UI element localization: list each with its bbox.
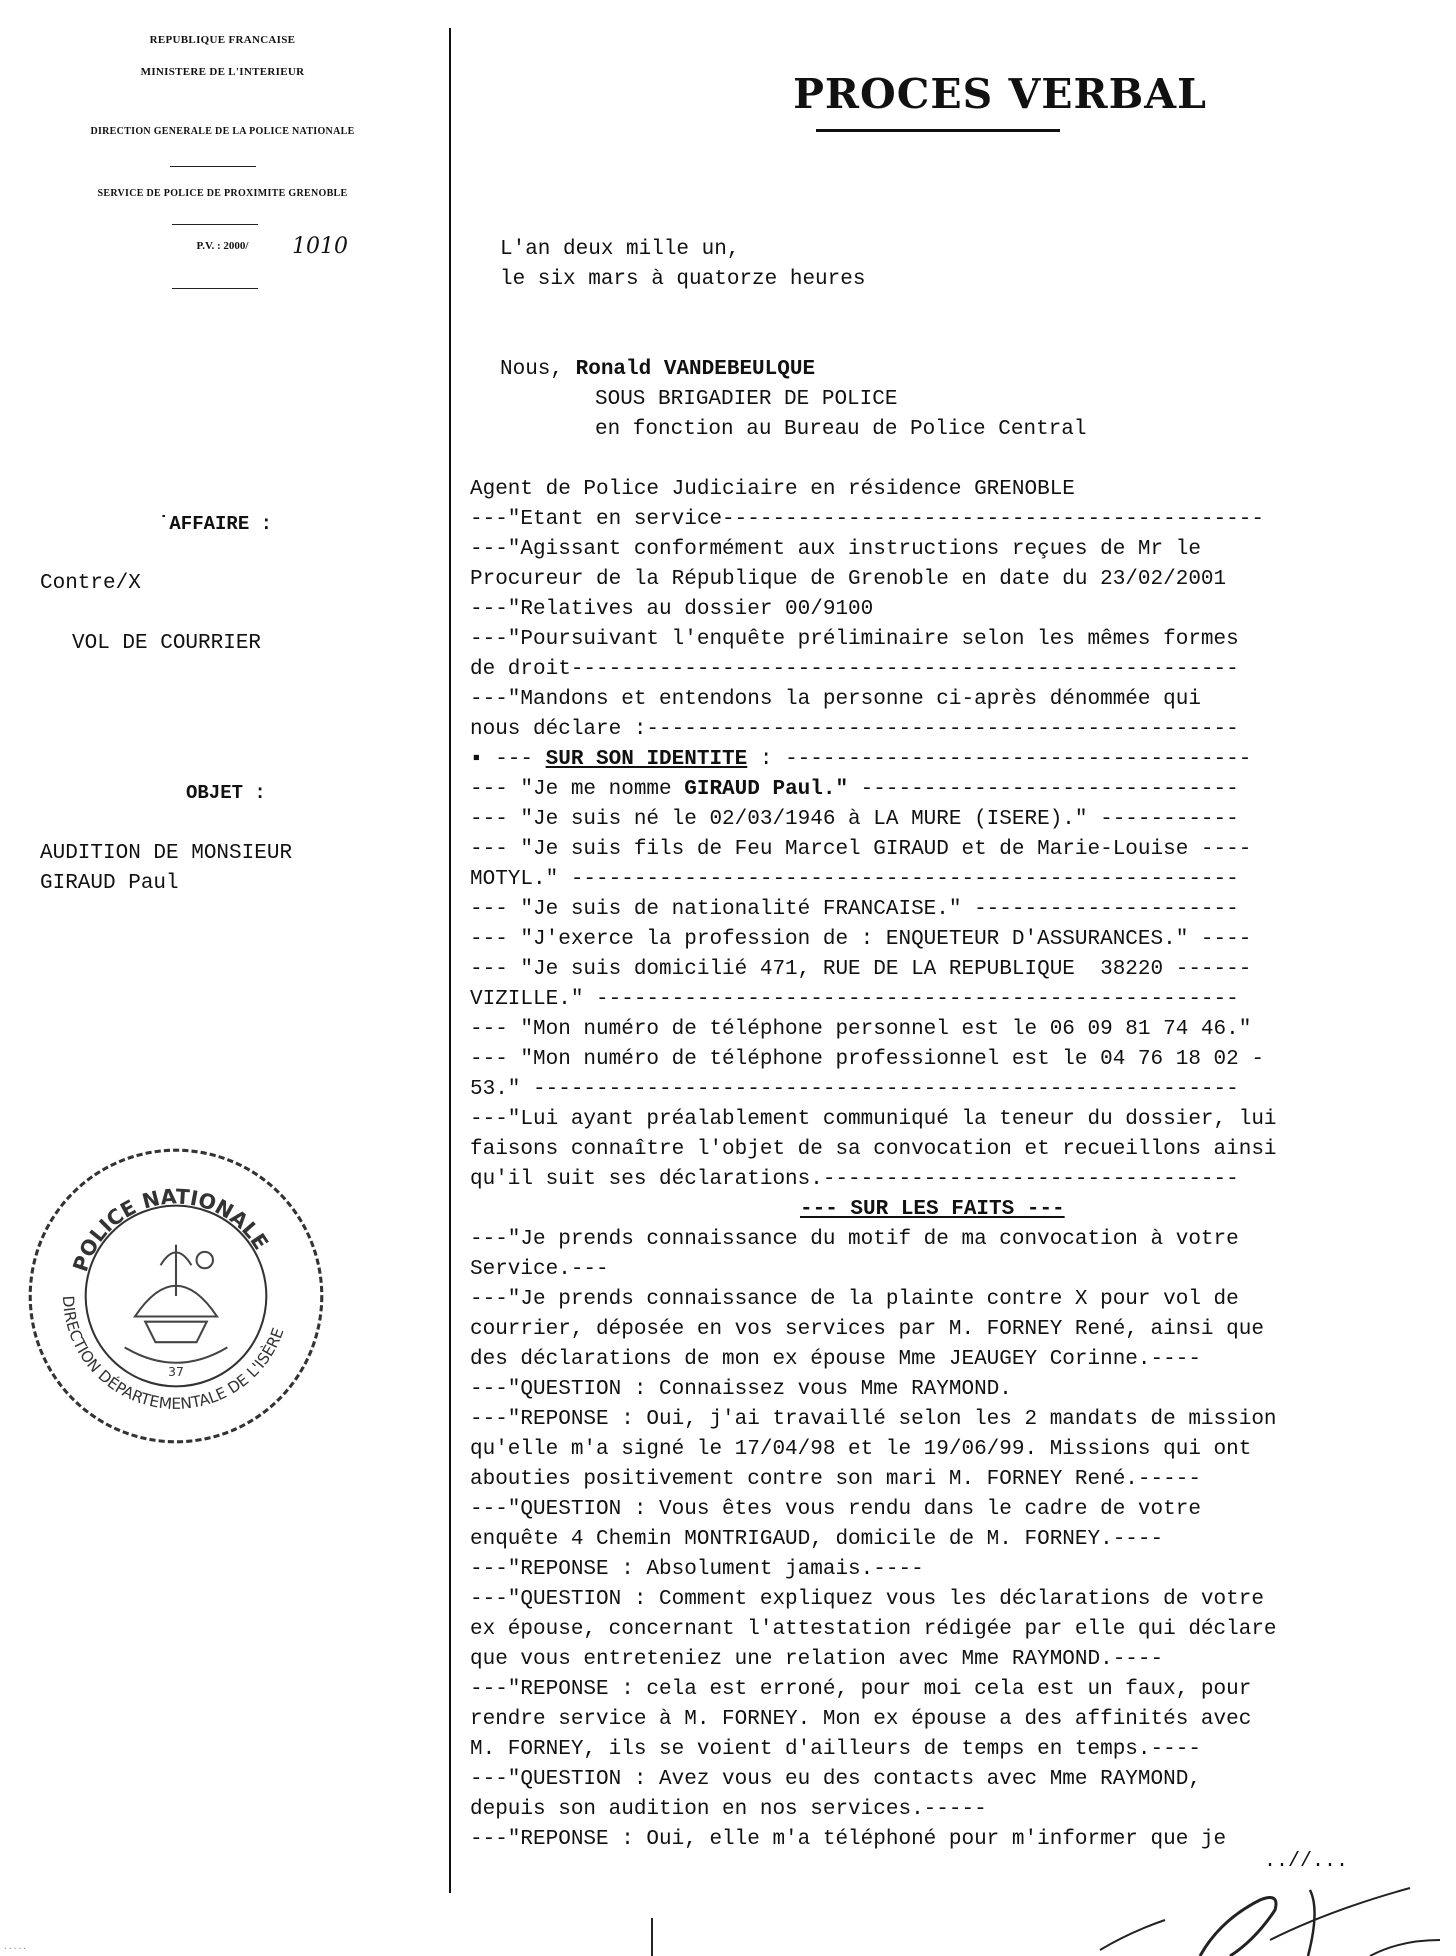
text-line: rendre service à M. FORNEY. Mon ex épouse a des affinités avec [470,1708,1252,1731]
text-line: enquête 4 Chemin MONTRIGAUD, domicile de M. FORNEY.---- [470,1528,1164,1551]
police-stamp [22,1142,330,1450]
text-line: qu'il suit ses déclarations.--------------------------------- [470,1168,1239,1191]
affaire-label: ˙AFFAIRE : [158,513,273,535]
nous-label: Nous, [500,358,576,381]
objet-line-2: GIRAUD Paul [40,872,179,895]
left-column [0,0,445,1956]
date-line-2: le six mars à quatorze heures [500,268,866,291]
text-line: ---"QUESTION : Comment expliquez vous les déclarations de votre [470,1588,1264,1611]
text-line: --- "Mon numéro de téléphone personnel est le 06 09 81 74 46." [470,1018,1252,1041]
objet-label: OBJET : [186,782,266,804]
text-line: nous déclare :----------------------------------------------- [470,718,1239,741]
pv-ref-label: P.V. : 2000/ [196,240,249,252]
continued-marker: ..//... [1264,1850,1349,1873]
officer-line [500,358,815,381]
title-underline [816,129,1060,132]
text-line: ---"Je prends connaissance du motif de ma convocation à votre [470,1228,1239,1251]
text-line: ---"QUESTION : Vous êtes vous rendu dans le cadre de votre [470,1498,1201,1521]
text-line: MOTYL." ----------------------------------------------------- [470,868,1239,891]
svg-text:POLICE NATIONALE [68,1184,273,1274]
contre-x: Contre/X [40,572,141,595]
text-line: depuis son audition en nos services.----- [470,1798,987,1821]
stamp-side-text: DIRECTION DÉPARTEMENTALE DE L'ISÈRE [58,1295,288,1413]
objet-line-1: AUDITION DE MONSIEUR [40,842,293,865]
text-line: ---"Agissant conformément aux instructions reçues de Mr le [470,538,1201,561]
faits-heading [800,1198,1065,1221]
signature-mark-left [651,1918,653,1956]
faits-section-title: --- SUR LES FAITS --- [800,1198,1065,1221]
text-line: Service.--- [470,1258,609,1281]
date-line-1: L'an deux mille un, [500,238,740,261]
text-line: courrier, déposée en vos services par M. FORNEY René, ainsi que [470,1318,1264,1341]
text-line: --- "Mon numéro de téléphone professionnel est le 04 76 18 02 - [470,1048,1264,1071]
direction-header: DIRECTION GENERALE DE LA POLICE NATIONALE [90,126,355,137]
declarant-name: GIRAUD Paul." [684,778,849,801]
text-line: qu'elle m'a signé le 17/04/98 et le 19/06/99. Missions qui ont [470,1438,1252,1461]
text-line: ---"Mandons et entendons la personne ci-après dénommée qui [470,688,1201,711]
text-line: ---"Je prends connaissance de la plainte contre X pour vol de [470,1288,1239,1311]
republique-header: REPUBLIQUE FRANCAISE [149,34,296,46]
identity-section-title: SUR SON IDENTITE [545,748,748,771]
scan-artifact: ····· [3,1944,28,1953]
text-line: --- "J'exerce la profession de : ENQUETEUR D'ASSURANCES." ---- [470,928,1252,951]
header-divider [172,288,258,289]
text-line: que vous entreteniez une relation avec Mme RAYMOND.---- [470,1648,1164,1671]
text-line: --- "Je suis de nationalité FRANCAISE." --------------------- [470,898,1239,921]
service-header: SERVICE DE POLICE DE PROXIMITE GRENOBLE [97,188,348,199]
officer-rank: SOUS BRIGADIER DE POLICE [595,388,898,411]
signature [1070,1870,1450,1956]
text-line: de droit----------------------------------------------------- [470,658,1239,681]
header-divider [172,224,258,225]
text-line: --- "Je suis fils de Feu Marcel GIRAUD et de Marie-Louise ---- [470,838,1252,861]
officer-name: Ronald VANDEBEULQUE [575,358,816,381]
pv-reference [0,240,445,252]
text-line: des déclarations de mon ex épouse Mme JEAUGEY Corinne.---- [470,1348,1201,1371]
identity-heading: ▪ --- SUR SON IDENTITE : ------------------------------------- [470,748,1252,771]
text-line: --- "Je me nomme GIRAUD Paul." ------------------------------ [470,778,1239,801]
text-line: Procureur de la République de Grenoble en date du 23/02/2001 [470,568,1227,591]
text-line: Agent de Police Judiciaire en résidence GRENOBLE [470,478,1075,501]
text-line: ---"REPONSE : Oui, j'ai travaillé selon les 2 mandats de mission [470,1408,1277,1431]
svg-text:DIRECTION DÉPARTEMENTALE DE L' [59,1295,288,1413]
affaire-vol: VOL DE COURRIER [72,632,262,655]
text-line: --- "Je suis domicilié 471, RUE DE LA REPUBLIQUE 38220 ------ [470,958,1252,981]
text-line: ---"Lui ayant préalablement communiqué la teneur du dossier, lui [470,1108,1277,1131]
pv-number-handwritten: 1010 [292,234,348,259]
text-line: --- "Je suis né le 02/03/1946 à LA MURE (ISERE)." ----------- [470,808,1239,831]
text-line: ---"REPONSE : Oui, elle m'a téléphoné pour m'informer que je [470,1828,1227,1851]
page-title: PROCES VERBAL [793,70,1207,118]
text-line: M. FORNEY, ils se voient d'ailleurs de temps en temps.---- [470,1738,1201,1761]
text-line: ---"QUESTION : Avez vous eu des contacts avec Mme RAYMOND, [470,1768,1201,1791]
text-line: ex épouse, concernant l'attestation rédigée par elle qui déclare [470,1618,1277,1641]
column-divider [449,28,451,1893]
text-line: ---"REPONSE : Absolument jamais.---- [470,1558,924,1581]
text-line: ---"QUESTION : Connaissez vous Mme RAYMOND. [470,1378,1012,1401]
stamp-number: 37 [168,1365,184,1380]
ministere-header: MINISTERE DE L'INTERIEUR [140,66,305,78]
text-line: 53." -------------------------------------------------------- [470,1078,1239,1101]
header-divider [170,166,256,167]
text-line: VIZILLE." --------------------------------------------------- [470,988,1239,1011]
text-line: ---"Etant en service------------------------------------------- [470,508,1264,531]
stamp-top-text: POLICE NATIONALE [68,1184,274,1275]
text-line: abouties positivement contre son mari M. FORNEY René.----- [470,1468,1201,1491]
text-line: ---"Relatives au dossier 00/9100 [470,598,874,621]
officer-fonction: en fonction au Bureau de Police Central [595,418,1087,441]
text-line: faisons connaître l'objet de sa convocation et recueillons ainsi [470,1138,1277,1161]
text-line: ---"Poursuivant l'enquête préliminaire selon les mêmes formes [470,628,1239,651]
text-line: ---"REPONSE : cela est erroné, pour moi cela est un faux, pour [470,1678,1252,1701]
